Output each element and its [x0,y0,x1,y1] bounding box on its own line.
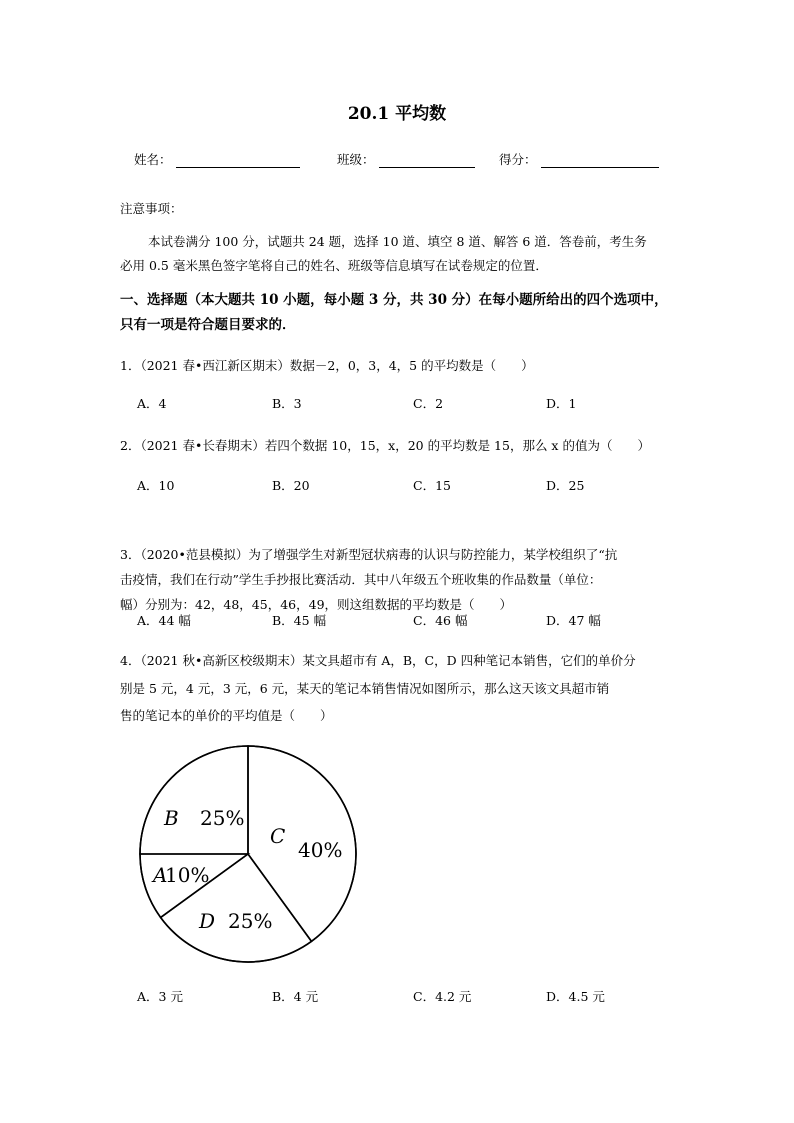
question-1-option-a: A．4 [137,396,167,411]
question-3-option-d: D．47 幅 [546,613,601,628]
section-heading-line-2: 只有一项是符合题目要求的． [120,317,296,333]
pie-slice-c-label: C [270,824,286,848]
question-2-text: 2．（2021 春•长春期末）若四个数据 10，15，x，20 的平均数是 15，那么 x 的值为（ ） [120,438,650,453]
question-4-line-3: 售的笔记本的单价的平均值是（ ） [120,708,333,723]
notice-heading: 注意事项： [120,201,183,216]
score-field [499,150,659,168]
question-3-line-3: 幅）分别为：42，48，45，46，49，则这组数据的平均数是（ ） [120,597,513,612]
pie-slice-d-value: 25% [228,909,273,933]
class-label: 班级： [337,152,375,167]
pie-slice-d-label: D [199,909,216,933]
section-heading-line-1: 一、选择题（本大题共 10 小题，每小题 3 分，共 30 分）在每小题所给出的四个选项中， [120,292,668,308]
notice-line-1: 本试卷满分 100 分，试题共 24 题，选择 10 道、填空 8 道、解答 6 道．答卷前，考生务 [148,234,647,249]
question-4-option-c: C．4.2 元 [413,989,472,1004]
page-title: 20.1 平均数 [347,104,447,124]
question-3-option-a: A．44 幅 [137,613,191,628]
question-4-option-a: A．3 元 [137,989,183,1004]
question-2-option-c: C．15 [413,478,451,493]
pie-slice-a-label: A [153,863,168,887]
name-field [134,150,300,168]
name-blank [176,153,300,168]
question-4-option-b: B．4 元 [272,989,319,1004]
question-3-option-c: C．46 幅 [413,613,468,628]
pie-slice-b-value: 25% [200,806,245,830]
question-2-option-d: D．25 [546,478,585,493]
pie-slice-b-label: B [164,806,179,830]
pie-slice-a-value: 10% [165,863,210,887]
question-1-option-c: C．2 [413,396,444,411]
question-3-line-1: 3．（2020•范县模拟）为了增强学生对新型冠状病毒的认识与防控能力，某学校组织了“抗 [120,547,618,562]
question-4-line-2: 别是 5 元，4 元，3 元，6 元，某天的笔记本销售情况如图所示，那么这天该文具超市销 [120,681,610,696]
score-blank [541,153,659,168]
name-label: 姓名： [134,152,172,167]
question-1-option-b: B．3 [272,396,302,411]
class-blank [379,153,475,168]
question-1-text: 1．（2021 春•西江新区期末）数据－2，0，3，4，5 的平均数是（ ） [120,358,534,373]
question-3-option-b: B．45 幅 [272,613,327,628]
question-4-line-1: 4．（2021 秋•高新区校级期末）某文具超市有 A，B，C，D 四种笔记本销售，它们的单价分 [120,653,636,668]
score-label: 得分： [499,152,537,167]
question-4-option-d: D．4.5 元 [546,989,605,1004]
pie-chart [120,735,380,975]
class-field [337,150,475,168]
question-1-option-d: D．1 [546,396,577,411]
question-2-option-b: B．20 [272,478,310,493]
question-3-line-2: 击疫情，我们在行动”学生手抄报比赛活动．其中八年级五个班收集的作品数量（单位： [120,572,602,587]
pie-slice-c-value: 40% [298,838,343,862]
question-2-option-a: A．10 [137,478,175,493]
notice-line-2: 必用 0.5 毫米黑色签字笔将自己的姓名、班级等信息填写在试卷规定的位置． [120,258,548,273]
